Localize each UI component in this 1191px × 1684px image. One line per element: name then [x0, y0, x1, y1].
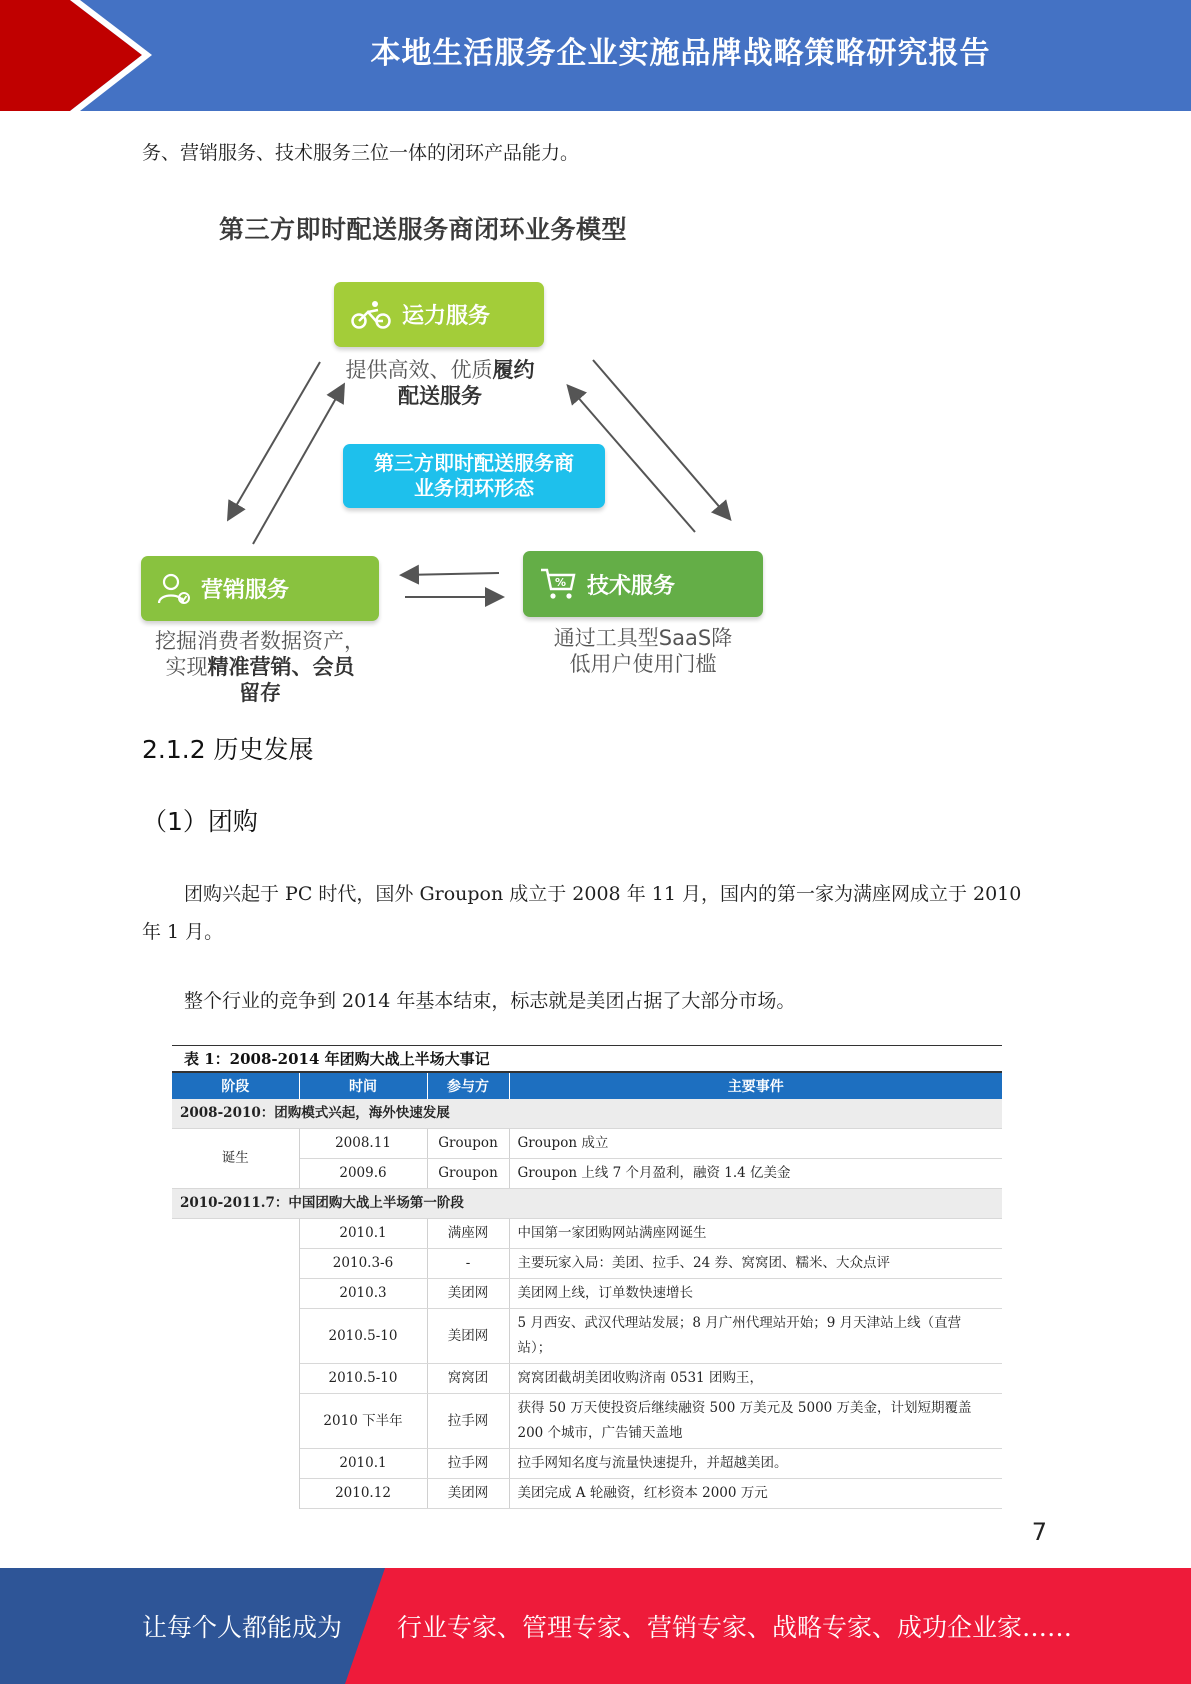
- svg-text:%: %: [555, 576, 567, 589]
- table-row: 2010.5-10 窝窝团 窝窝团截胡美团收购济南 0531 团购王，: [172, 1364, 1002, 1394]
- table-row: 2010.12 美团网 美团完成 A 轮融资，红杉资本 2000 万元: [172, 1479, 1002, 1509]
- technical-service-caption: 通过工具型SaaS降 低用户使用门槛: [553, 626, 733, 676]
- arrow-top-to-left: [229, 362, 320, 518]
- intro-line: 务、营销服务、技术服务三位一体的闭环产品能力。: [142, 142, 580, 164]
- closed-loop-business-model-diagram: [135, 200, 775, 710]
- paragraph-market-result: 整个行业的竞争到 2014 年基本结束，标志就是美团占据了大部分市场。: [184, 990, 796, 1012]
- header-title: 本地生活服务企业实施品牌战略策略研究报告: [370, 36, 991, 71]
- technical-service-label: 技术服务: [587, 573, 676, 599]
- col-stage: 阶段: [172, 1073, 299, 1099]
- diagram-title: 第三方即时配送服务商闭环业务模型: [219, 215, 628, 244]
- marketing-service-label: 营销服务: [201, 578, 290, 603]
- page-number: 7: [1031, 1518, 1047, 1546]
- arrow-right-to-left: [403, 573, 499, 575]
- col-party: 参与方: [427, 1073, 509, 1099]
- table-row: 2010 下半年 拉手网 获得 50 万天使投资后继续融资 500 万美元及 5000 万美金，计划短期覆盖 200 个城市，广告铺天盖地: [172, 1394, 1002, 1449]
- capacity-service-box: [334, 282, 544, 347]
- table-row: 诞生 2008.11 Groupon Groupon 成立: [172, 1129, 1002, 1159]
- table-section-row: 2008-2010：团购模式兴起，海外快速发展: [172, 1099, 1002, 1129]
- page-header: [0, 0, 1191, 111]
- col-event: 主要事件: [509, 1073, 1002, 1099]
- arrow-left-to-top: [253, 386, 343, 544]
- technical-service-box: [523, 551, 763, 617]
- capacity-service-caption: 提供高效、优质履约 配送服务: [345, 358, 535, 408]
- bicycle-icon: [350, 300, 392, 330]
- marketing-service-caption: 挖掘消费者数据资产， 实现精准营销、会员 留存: [155, 629, 365, 705]
- groupbuy-events-table: [172, 1045, 1002, 1509]
- closed-loop-form-line2: 业务闭环形态: [414, 476, 534, 500]
- sub-heading: （1）团购: [142, 807, 258, 836]
- shopping-cart-percent-icon: [539, 567, 577, 601]
- stage-cell: 诞生: [172, 1129, 299, 1189]
- header-chevron-decoration: [0, 0, 160, 111]
- footer-slogan-right: 行业专家、管理专家、营销专家、战略专家、成功企业家……: [397, 1613, 1073, 1642]
- table-row: 2010.3-6 - 主要玩家入局：美团、拉手、24 券、窝窝团、糯米、大众点评: [172, 1249, 1002, 1279]
- col-time: 时间: [299, 1073, 427, 1099]
- table-header-row: [172, 1073, 1002, 1099]
- capacity-service-label: 运力服务: [402, 304, 491, 329]
- table-row: 2010.1 拉手网 拉手网知名度与流量快速提升，并超越美团。: [172, 1449, 1002, 1479]
- footer-slogan-left: 让每个人都能成为: [142, 1613, 343, 1642]
- closed-loop-form-box: [343, 444, 605, 508]
- table-row: 2009.6 Groupon Groupon 上线 7 个月盈利，融资 1.4 亿美金: [172, 1159, 1002, 1189]
- table-section-row: 2010-2011.7：中国团购大战上半场第一阶段: [172, 1189, 1002, 1219]
- paragraph-groupbuy-origin: 团购兴起于 PC 时代，国外 Groupon 成立于 2008 年 11 月，国内的第一家为满座网成立于 2010 年 1 月。: [142, 883, 1022, 943]
- marketing-service-box: [141, 556, 379, 621]
- section-heading: 2.1.2 历史发展: [142, 735, 314, 764]
- user-check-icon: [157, 572, 191, 606]
- table-row: 2010.5-10 美团网 5 月西安、武汉代理站发展；8 月广州代理站开始；9 月天津站上线（直营站）；: [172, 1309, 1002, 1364]
- closed-loop-form-line1: 第三方即时配送服务商: [374, 451, 574, 475]
- table-row: 2010.3 美团网 美团网上线，订单数快速增长: [172, 1279, 1002, 1309]
- table-caption: 表 1：2008-2014 年团购大战上半场大事记: [172, 1045, 1002, 1073]
- table-row: 2010.1 满座网 中国第一家团购网站满座网诞生: [172, 1219, 1002, 1249]
